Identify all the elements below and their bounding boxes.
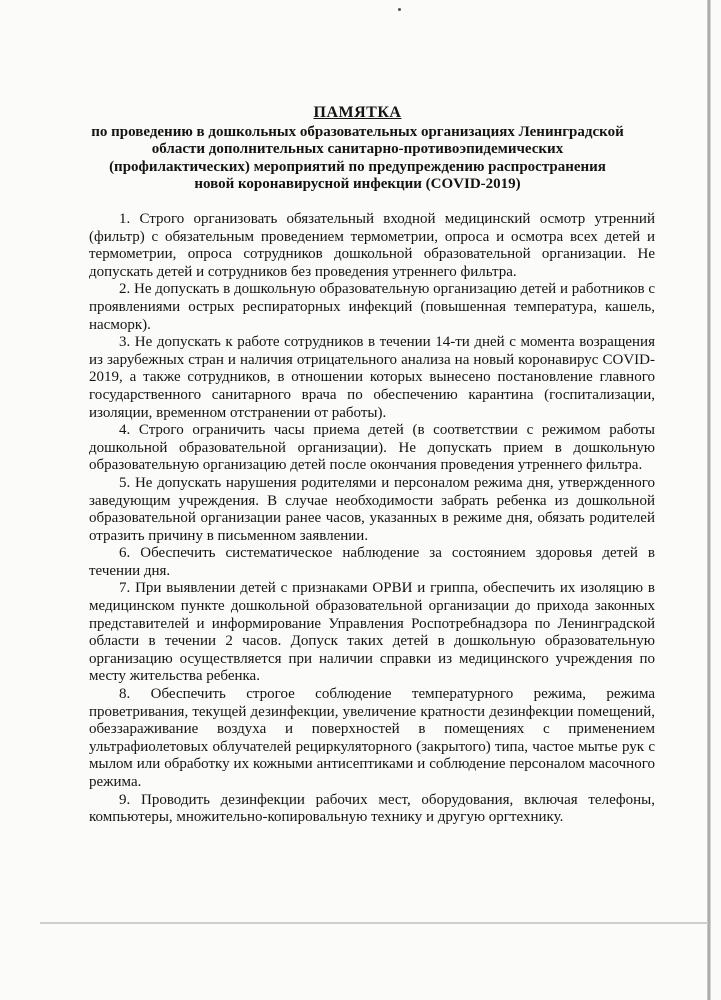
list-item: 9. Проводить дезинфекции рабочих мест, оборудования, включая телефоны, компьютеры, множительно-копировальную технику и другую оргтехнику. — [89, 791, 655, 826]
document-title: ПАМЯТКА — [313, 104, 402, 121]
list-item: 1. Строго организовать обязательный входной медицинский осмотр утренний (фильтр) с обязательным проведением термометрии, опроса и осмотра всех детей и термометрии, опроса сотрудников дошкольной образовательной организации. Не допускать детей и сотрудников без проведения утреннего фильтра. — [89, 211, 655, 280]
document-subtitle: по проведению в дошкольных образовательных организациях Ленинградской области дополнительных санитарно-противоэпидемических (профилактических) мероприятий по предупреждению распространения новой коронавирусной инфекции (COVID-2019) — [91, 123, 624, 192]
document-body — [89, 211, 655, 827]
list-item: 3. Не допускать к работе сотрудников в течении 14-ти дней с момента возращения из зарубежных стран и наличия отрицательного анализа на новый коронавирус COVID-2019, а также сотрудников, в отношении которых вынесено постановление главного государственного санитарного врача по обеспечению карантина (госпитализации, изоляции, временном отстранении от работы). — [89, 334, 655, 421]
scan-edge-right — [707, 0, 711, 1000]
list-item: 6. Обеспечить систематическое наблюдение за состоянием здоровья детей в течении дня. — [89, 545, 655, 579]
document-header — [90, 104, 625, 194]
list-item: 8. Обеспечить строгое соблюдение температурного режима, режима проветривания, текущей дезинфекции, увеличение кратности дезинфекции помещений, обеззараживание воздуха и поверхностей в помещениях с применением ультрафиолетовых облучателей рециркуляторного (закрытого) типа, частое мытье рук с мылом или обработку их кожными антисептиками и соблюдение персоналом масочного режима. — [89, 686, 655, 790]
list-item: 2. Не допускать в дошкольную образовательную организацию детей и работников с проявлениями острых респираторных инфекций (повышенная температура, кашель, насморк). — [89, 281, 655, 333]
scan-edge-bottom — [40, 922, 708, 924]
list-item: 4. Строго ограничить часы приема детей (в соответствии с режимом работы дошкольной образовательной организации). Не допускать прием в дошкольную образовательную организацию детей после окончания проведения утреннего фильтра. — [89, 422, 655, 474]
list-item: 5. Не допускать нарушения родителями и персоналом режима дня, утвержденного заведующим учреждения. В случае необходимости забрать ребенка из дошкольной образовательной организации ранее часов, указанных в режиме дня, обязать родителей отразить причину в письменном заявлении. — [89, 474, 655, 544]
list-item: 7. При выявлении детей с признаками ОРВИ и гриппа, обеспечить их изоляцию в медицинском пункте дошкольной образовательной организации до прихода законных представителей и информирование Управления Роспотребнадзора по Ленинградской области в течении 2 часов. Допуск таких детей в дошкольную образовательную организацию осуществляется при наличии справки из медицинского учреждения по месту жительства ребенка. — [89, 580, 655, 685]
scan-speck — [398, 8, 401, 11]
